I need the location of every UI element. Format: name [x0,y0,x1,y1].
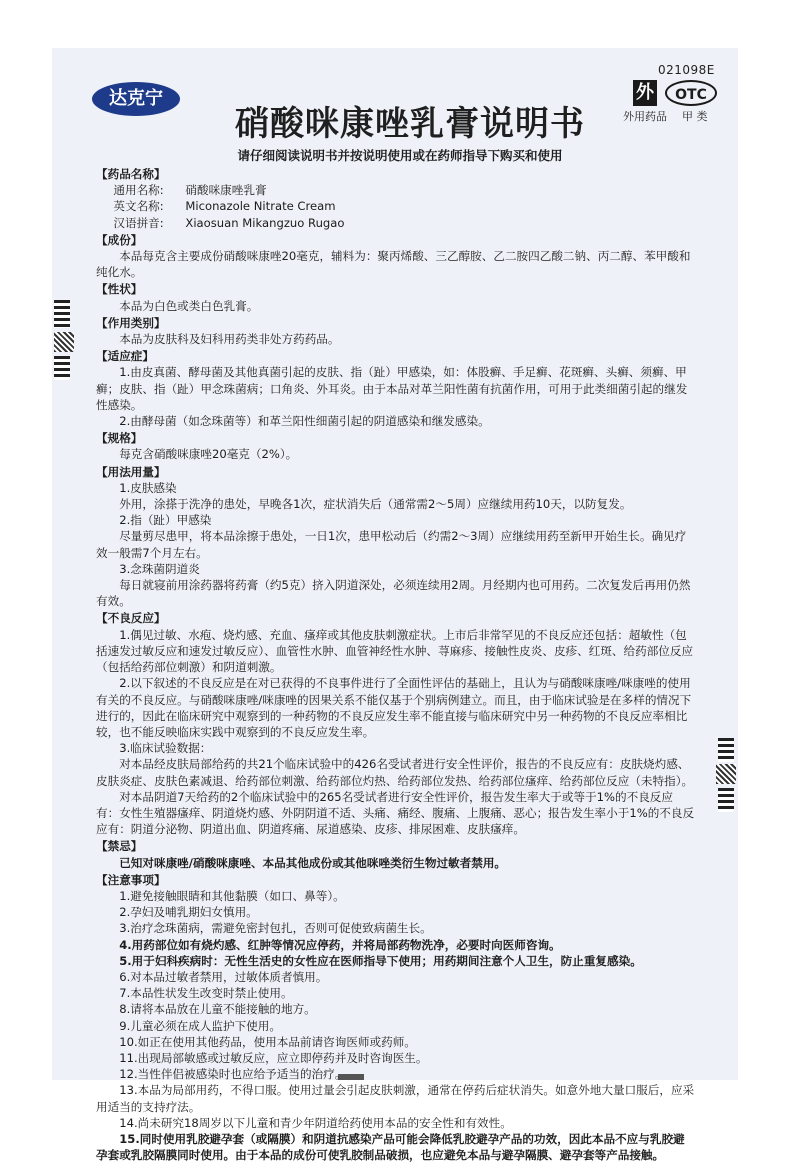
section-composition [96,232,696,281]
section-heading: 【用法用量】 [96,464,166,479]
subsection-title: 3.念珠菌阴道炎 [119,561,200,576]
list-item: 9.儿童必须在成人监护下使用。 [119,1018,281,1033]
barcode-right-lower [718,788,734,812]
section-adverse-reactions [96,610,696,837]
section-character [96,281,696,313]
section-text: 本品为皮肤科及妇科用药类非处方药药品。 [119,332,340,347]
section-usage [96,464,696,610]
section-text: 2.以下叙述的不良反应是在对已获得的不良事件进行了全面性评估的基础上，且认为与硝酸咪康唑/咪康唑的使用有关的不良反应。与硝酸咪康唑/咪康唑的因果关系不能仅基于个别病例建立。而且，由于临床试验是在多样的情况下进行的，因此在临床研究中观察到的一种药物的不良反应发生率不能直接与临床研究中另一种药物的不良反应率相比较，也不能反映临床实践中观察到的不良反应发生率。 [96,676,692,739]
barcode-right [718,738,734,762]
list-item: 2.由酵母菌（如念珠菌等）和革兰阳性细菌引起的阴道感染和继发感染。 [119,414,490,429]
section-text: 外用，涂搽于洗净的患处，早晚各1次，症状消失后（通常需2～5周）应继续用药10天，以防复发。 [119,497,632,512]
row-value: Miconazole Nitrate Cream [185,199,336,214]
section-text: 1.偶见过敏、水疱、烧灼感、充血、瘙痒或其他皮肤刺激症状。上市后非常罕见的不良反应还包括：超敏性（包括速发过敏反应和速发过敏反应）、血管性水肿、血管神经性水肿、荨麻疹、接触性皮炎、皮疹、红斑、给药部位反应（包括给药部位刺激）和阴道刺激。 [96,627,694,675]
list-item: 13.本品为局部用药，不得口服。使用过量会引起皮肤刺激，通常在停药后症状消失。如意外地大量口服后，应采用适当的支持疗法。 [96,1083,695,1114]
section-text: 每日就寝前用涂药器将药膏（约5克）挤入阴道深处，必须连续用2周。月经期内也可用药。二次复发后再用仍然有效。 [96,578,691,609]
list-item: 4.用药部位如有烧灼感、红肿等情况应停药，并将局部药物洗净，必要时向医师咨询。 [119,937,561,952]
list-item: 1.由皮真菌、酵母菌及其他真菌引起的皮肤、指（趾）甲感染，如：体股癣、手足癣、花斑癣、头癣、须癣、甲癣；皮肤、指（趾）甲念珠菌病；口角炎、外耳炎。由于本品对革兰阳性菌有抗菌作用，可用于此类细菌引起的继发性感染。 [96,365,688,412]
otc-badge: OTC [665,80,717,106]
section-heading: 【不良反应】 [96,611,166,626]
section-spec [96,430,696,462]
section-precautions [96,872,696,1163]
section-heading: 【性状】 [96,282,143,297]
drug-name-row [96,198,696,214]
row-value: Xiaosuan Mikangzuo Rugao [185,215,345,230]
section-text: 本品为白色或类白色乳膏。 [119,298,259,313]
list-item: 6.对本品过敏者禁用，过敏体质者慎用。 [119,969,328,984]
row-key: 汉语拼音: [113,215,164,230]
list-item: 12.当性伴侣被感染时也应给予适当的治疗。 [119,1067,347,1082]
section-contraindications [96,838,696,870]
row-value: 硝酸咪康唑乳膏 [185,183,267,198]
list-item: 11.出现局部敏感或过敏反应，应立即停药并及时咨询医生。 [119,1050,428,1065]
otc-class-label: 甲 类 [682,110,708,123]
list-item: 2.孕妇及哺乳期妇女慎用。 [119,905,258,920]
subsection-title: 2.指（趾）甲感染 [119,513,212,528]
qr-code-right [716,764,736,784]
section-indications [96,348,696,429]
section-category [96,315,696,347]
section-drug-name [96,166,696,231]
external-use-label: 外用药品 [623,110,667,123]
drug-name-row [96,215,696,231]
section-heading: 【适应症】 [96,349,154,364]
section-heading: 【禁忌】 [96,839,143,854]
row-key: 通用名称: [113,183,164,198]
subtitle-notice: 请仔细阅读说明书并按说明使用或在药师指导下购买和使用 [237,148,563,163]
section-text: 每克含硝酸咪康唑20毫克（2%）。 [119,447,298,462]
list-item: 10.如正在使用其他药品，使用本品前请咨询医师或药师。 [119,1034,416,1049]
barcode-left-lower [54,356,70,380]
list-item: 14.尚未研究18周岁以下儿童和青少年阴道给药使用本品的安全性和有效性。 [119,1115,512,1130]
qr-code-left [54,332,74,352]
row-key: 英文名称: [113,199,164,214]
list-item: 15.同时使用乳胶避孕套（或隔膜）和阴道抗感染产品可能会降低乳胶避孕产品的功效，因此本品不应与乳胶避孕套或乳胶隔膜同时使用。由于本品的成份可使乳胶制品破损，也应避免本品与避孕隔膜、避孕套等产品接触。 [96,1131,685,1163]
list-item: 8.请将本品放在儿童不能接触的地方。 [119,1002,316,1017]
list-item: 1.避免接触眼睛和其他黏膜（如口、鼻等）。 [119,888,345,903]
section-heading: 【作用类别】 [96,315,166,330]
list-item: 7.本品性状发生改变时禁止使用。 [119,986,293,1001]
section-text: 对本品阴道7天给药的2个临床试验中的265名受试者进行安全性评价，报告发生率大于或等于1%的不良反应有：女性生殖器瘙痒、阴道烧灼感、外阴阴道不适、头痛、痛经、腹痛、上腹痛、恶心；报告发生率小于1%的不良反应有：阴道分泌物、阴道出血、阴道疼痛、尿道感染、皮疹、排尿困难、皮肤瘙痒。 [96,789,695,837]
subsection-title: 3.临床试验数据： [119,741,212,756]
brand-logo: 达克宁 [92,82,180,116]
section-heading: 【药品名称】 [96,167,166,181]
document-code: 021098E [658,63,715,77]
section-heading: 【注意事项】 [96,872,166,887]
section-text: 对本品经皮肤局部给药的共21个临床试验中的426名受试者进行安全性评价，报告的不良反应有：皮肤烧灼感、皮肤炎症、皮肤色素减退、给药部位刺激、给药部位灼热、给药部位发热、给药部位瘙痒、给药部位反应（未特指）。 [96,757,694,788]
section-text: 已知对咪康唑/硝酸咪康唑、本品其他成份或其他咪唑类衍生物过敏者禁用。 [119,855,507,870]
external-use-badge: 外 [633,80,657,106]
section-heading: 【规格】 [96,431,143,446]
page-title: 硝酸咪康唑乳膏说明书 [235,104,585,144]
barcode-left [54,300,70,328]
list-item: 5.用于妇科疾病时：无性生活史的女性应在医师指导下使用；用药期间注意个人卫生，防止重复感染。 [119,953,642,968]
list-item: 3.治疗念珠菌病，需避免密封包扎，否则可促使致病菌生长。 [119,921,432,936]
section-text: 本品每克含主要成份硝酸咪康唑20毫克，辅料为：聚丙烯酸、三乙醇胺、乙二胺四乙酸二钠、丙二醇、苯甲酸和纯化水。 [96,249,691,280]
subsection-title: 1.皮肤感染 [119,480,177,495]
section-heading: 【成份】 [96,232,143,247]
leaflet-body [96,165,696,1163]
section-text: 尽量剪尽患甲，将本品涂擦于患处，一日1次，患甲松动后（约需2～3周）应继续用药至新甲开始生长。确见疗效一般需7个月左右。 [96,529,687,560]
drug-name-row [96,182,696,198]
